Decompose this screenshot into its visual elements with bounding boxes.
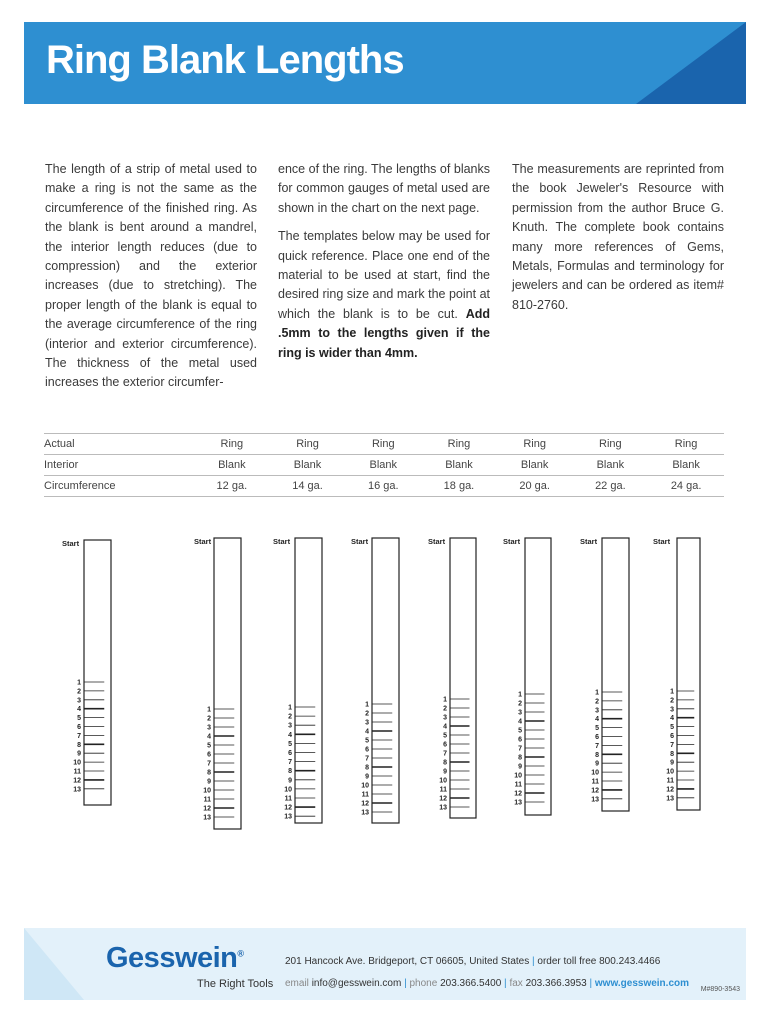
ring-blank-strip	[84, 540, 111, 805]
size-label: 4	[518, 718, 522, 726]
size-label: 3	[288, 722, 292, 730]
column-2-bold-note: Add .5mm to the lengths given if the ring is wider than 4mm.	[278, 306, 490, 360]
size-label: 13	[73, 786, 81, 794]
size-label: 5	[443, 732, 447, 740]
gauge-table	[44, 433, 724, 497]
size-label: 13	[361, 809, 369, 817]
table-cell: 14 ga.	[270, 476, 346, 497]
size-label: 4	[595, 716, 599, 724]
size-label: 10	[666, 768, 674, 776]
table-cell: Ring	[421, 434, 497, 455]
size-label: 8	[670, 750, 674, 758]
text-column-1	[45, 160, 257, 402]
size-label: 12	[361, 800, 369, 808]
size-label: 11	[666, 777, 674, 785]
size-label: 10	[284, 786, 292, 794]
page-title: Ring Blank Lengths	[46, 38, 404, 82]
separator: |	[404, 978, 407, 989]
start-label: Start	[194, 537, 212, 546]
size-label: 2	[207, 715, 211, 723]
size-label: 11	[73, 768, 81, 776]
size-label: 4	[443, 723, 447, 731]
banner-accent	[636, 22, 746, 104]
email-label: email	[285, 978, 309, 989]
size-label: 6	[443, 741, 447, 749]
size-label: 3	[207, 724, 211, 732]
size-label: 1	[595, 689, 599, 697]
size-label: 11	[203, 796, 211, 804]
ring-blank-strip	[372, 538, 399, 823]
size-label: 1	[365, 701, 369, 709]
size-label: 5	[207, 742, 211, 750]
size-label: 10	[439, 777, 447, 785]
size-label: 12	[591, 787, 599, 795]
size-label: 3	[670, 706, 674, 714]
footer-address-line	[285, 956, 660, 967]
size-label: 9	[365, 773, 369, 781]
size-label: 3	[365, 719, 369, 727]
table-cell: Ring	[497, 434, 573, 455]
size-label: 7	[288, 759, 292, 767]
order-label: order toll free	[537, 956, 597, 967]
table-row	[44, 455, 724, 476]
size-label: 6	[595, 734, 599, 741]
size-label: 9	[207, 778, 211, 786]
size-label: 13	[514, 799, 522, 807]
footer-contact-line	[285, 978, 689, 989]
table-cell: Blank	[194, 455, 270, 476]
ring-blank-strip	[602, 538, 629, 811]
size-label: 13	[666, 795, 674, 803]
size-label: 1	[77, 679, 81, 687]
separator: |	[532, 956, 535, 967]
size-label: 12	[666, 786, 674, 794]
size-label: 1	[288, 704, 292, 712]
size-label: 6	[77, 724, 81, 731]
size-label: 4	[288, 731, 292, 739]
size-label: 7	[670, 741, 674, 749]
table-cell: 12 ga.	[194, 476, 270, 497]
table-cell: Ring	[345, 434, 421, 455]
size-label: 8	[77, 741, 81, 749]
size-label: 7	[365, 755, 369, 763]
table-cell: Blank	[648, 455, 724, 476]
size-label: 9	[77, 750, 81, 758]
start-label: Start	[62, 539, 80, 548]
size-label: 5	[365, 737, 369, 745]
size-label: 7	[595, 742, 599, 750]
size-label: 13	[203, 814, 211, 822]
size-label: 6	[365, 746, 369, 754]
logo-text: Gesswein	[106, 942, 238, 974]
start-label: Start	[653, 537, 671, 546]
size-label: 11	[284, 795, 292, 803]
size-label: 10	[73, 759, 81, 767]
ring-blank-strip	[450, 538, 476, 818]
size-label: 11	[361, 791, 369, 799]
size-label: 5	[518, 727, 522, 735]
size-label: 11	[514, 781, 522, 789]
size-label: 8	[365, 764, 369, 772]
size-label: 1	[518, 691, 522, 699]
website-link[interactable]: www.gesswein.com	[594, 978, 690, 989]
size-label: 7	[207, 760, 211, 768]
table-cell: Ring	[648, 434, 724, 455]
size-label: 9	[595, 760, 599, 768]
table-cell: Blank	[497, 455, 573, 476]
size-label: 3	[518, 709, 522, 717]
size-label: 8	[443, 759, 447, 767]
order-phone[interactable]: 800.243.4466	[599, 956, 661, 967]
size-label: 2	[518, 700, 522, 708]
size-label: 13	[284, 813, 292, 821]
size-label: 9	[443, 768, 447, 776]
table-row	[44, 434, 724, 455]
size-label: 10	[514, 772, 522, 780]
ring-blank-strip	[295, 538, 322, 823]
size-label: 4	[670, 715, 674, 723]
size-label: 8	[288, 768, 292, 776]
size-label: 2	[595, 698, 599, 706]
table-row	[44, 476, 724, 497]
size-label: 4	[365, 728, 369, 736]
size-label: 3	[595, 707, 599, 715]
size-label: 1	[670, 688, 674, 696]
size-label: 6	[288, 750, 292, 757]
column-3-paragraph: The measurements are reprinted from the book Jeweler's Resource with permission from the author Bruce G. Knuth. The complete book contains many more references of Gems, Metals, Formulas and terminology for jewelers and can be ordered as item# 810-2760.	[512, 162, 724, 312]
size-label: 11	[439, 786, 447, 794]
gesswein-logo	[106, 942, 244, 975]
size-label: 13	[439, 804, 447, 812]
size-label: 8	[518, 754, 522, 762]
start-label: Start	[351, 537, 369, 546]
size-label: 11	[591, 778, 599, 786]
size-label: 5	[595, 725, 599, 733]
column-2-paragraph-2-text: The templates below may be used for quick reference. Place one end of the material to be used at start, find the desired ring size and mark the point at which the blank is to be cut.	[278, 229, 490, 321]
table-cell: Ring	[194, 434, 270, 455]
size-label: 1	[443, 696, 447, 704]
phone-label: phone	[409, 978, 438, 989]
size-label: 5	[77, 715, 81, 723]
start-label: Start	[580, 537, 598, 546]
table-cell: 22 ga.	[573, 476, 649, 497]
table-cell: 16 ga.	[345, 476, 421, 497]
size-label: 12	[203, 805, 211, 813]
column-2-paragraph-2	[278, 227, 490, 363]
size-label: 10	[591, 769, 599, 777]
size-label: 4	[207, 733, 211, 741]
table-cell: Blank	[345, 455, 421, 476]
size-label: 6	[670, 733, 674, 740]
ring-blank-strip	[525, 538, 551, 815]
fax-number: 203.366.3953	[525, 978, 587, 989]
table-cell: Interior	[44, 455, 194, 476]
size-label: 5	[288, 740, 292, 748]
size-label: 4	[77, 706, 81, 714]
size-label: 9	[518, 763, 522, 771]
table-cell: 20 ga.	[497, 476, 573, 497]
size-label: 7	[518, 745, 522, 753]
table-cell: 24 ga.	[648, 476, 724, 497]
table-cell: Blank	[421, 455, 497, 476]
tagline: The Right Tools	[197, 978, 274, 990]
text-column-3	[512, 160, 724, 324]
size-label: 5	[670, 724, 674, 732]
size-label: 8	[207, 769, 211, 777]
size-label: 2	[443, 705, 447, 713]
size-label: 12	[73, 777, 81, 785]
table-cell: Ring	[573, 434, 649, 455]
ring-blank-strip	[214, 538, 241, 829]
size-label: 8	[595, 751, 599, 759]
size-label: 10	[203, 787, 211, 795]
size-label: 9	[288, 777, 292, 785]
catalog-code: M#890-3543	[700, 986, 740, 993]
size-label: 9	[670, 759, 674, 767]
start-label: Start	[503, 537, 521, 546]
table-cell: Blank	[270, 455, 346, 476]
size-label: 2	[670, 697, 674, 705]
logo-registered-mark: ®	[237, 948, 244, 959]
ring-blank-strip	[677, 538, 700, 810]
size-label: 3	[77, 697, 81, 705]
size-label: 13	[591, 796, 599, 804]
address: 201 Hancock Ave. Bridgeport, CT 06605, United States	[285, 956, 530, 967]
separator: |	[589, 978, 593, 989]
size-label: 3	[443, 714, 447, 722]
fax-label: fax	[509, 978, 523, 989]
column-1-paragraph: The length of a strip of metal used to make a ring is not the same as the circumference of the finished ring. As the blank is bent around a mandrel, the interior length reduces (due to compression) and the exterior increases (due to stretching). The proper length of the blank is equal to the average circumference of the ring (interior and exterior circumference). The thickness of the metal used increases the exterior circumfer-	[45, 162, 257, 390]
size-label: 12	[284, 804, 292, 812]
size-label: 6	[518, 736, 522, 744]
size-label: 6	[207, 751, 211, 759]
size-label: 1	[207, 706, 211, 714]
table-cell: Actual	[44, 434, 194, 455]
start-label: Start	[428, 537, 446, 546]
table-cell: Blank	[573, 455, 649, 476]
table-cell: 18 ga.	[421, 476, 497, 497]
start-label: Start	[273, 537, 291, 546]
size-label: 2	[365, 710, 369, 718]
footer	[24, 928, 746, 1000]
phone-number[interactable]: 203.366.5400	[440, 978, 502, 989]
footer-accent	[24, 928, 84, 1000]
table-cell: Ring	[270, 434, 346, 455]
size-label: 2	[77, 688, 81, 696]
column-2-paragraph-1: ence of the ring. The lengths of blanks for common gauges of metal used are shown in the chart on the next page.	[278, 162, 490, 215]
table-cell: Circumference	[44, 476, 194, 497]
email-link[interactable]: info@gesswein.com	[311, 978, 402, 989]
size-label: 12	[439, 795, 447, 803]
size-label: 12	[514, 790, 522, 798]
size-label: 7	[77, 732, 81, 740]
text-column-2	[278, 160, 490, 372]
size-label: 7	[443, 750, 447, 758]
size-label: 2	[288, 713, 292, 721]
header-banner	[24, 22, 746, 104]
separator: |	[504, 978, 507, 989]
size-label: 10	[361, 782, 369, 790]
